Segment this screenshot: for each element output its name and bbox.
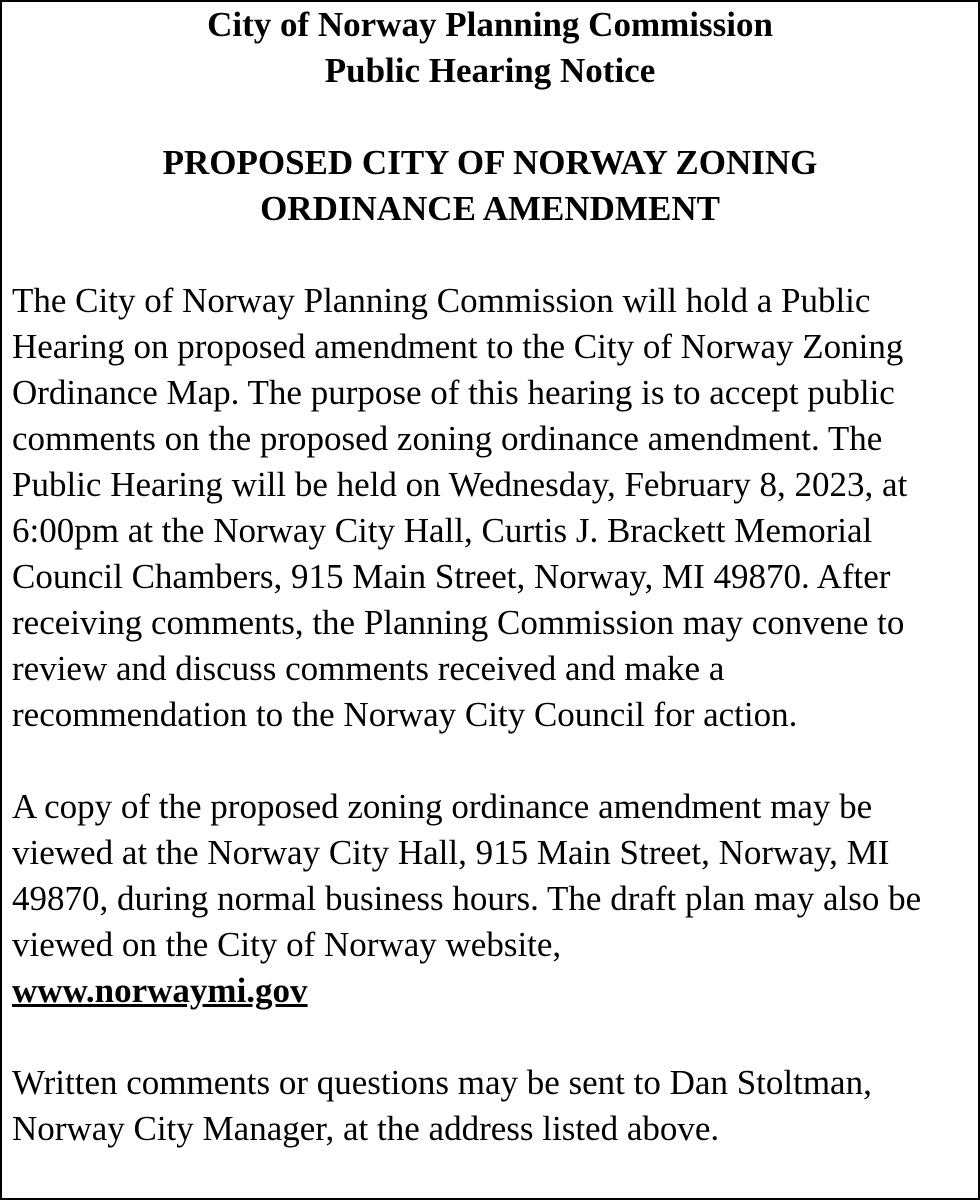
copy-availability-text: A copy of the proposed zoning ordinance amendment may be viewed at the Norway City Hall, 915 Main Street, Norway, MI 49870, during normal business hours. The draft plan may also be viewed on the City of Norway website, xyxy=(12,787,922,964)
copy-availability-paragraph xyxy=(12,784,968,1014)
proposed-heading-line1: PROPOSED CITY OF NORWAY ZONING xyxy=(162,143,818,182)
written-comments-paragraph: Written comments or questions may be sent to Dan Stoltman, Norway City Manager, at the address listed above. xyxy=(12,1063,872,1148)
hearing-details-paragraph: The City of Norway Planning Commission will hold a Public Hearing on proposed amendment to the City of Norway Zoning Ordinance Map. The purpose of this hearing is to accept public comments on the proposed zoning ordinance amendment. The Public Hearing will be held on Wednesday, February 8, 2023, at 6:00pm at the Norway City Hall, Curtis J. Brackett Memorial Council Chambers, 915 Main Street, Norway, MI 49870. After receiving comments, the Planning Commission may convene to review and discuss comments received and make a recommendation to the Norway City Council for action. xyxy=(12,281,908,734)
proposed-heading-line2: ORDINANCE AMENDMENT xyxy=(260,189,720,228)
website-link[interactable]: www.norwaymi.gov xyxy=(12,971,308,1010)
notice-title: City of Norway Planning Commission xyxy=(207,5,773,44)
notice-subtitle: Public Hearing Notice xyxy=(324,51,656,90)
